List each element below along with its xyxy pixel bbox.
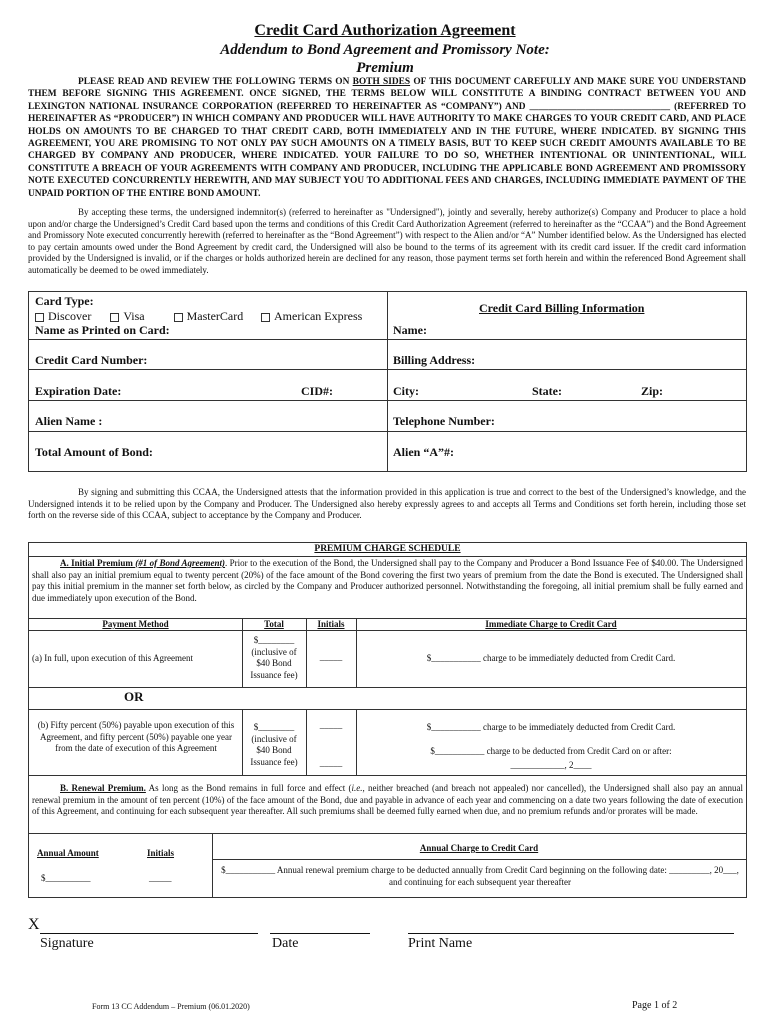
telephone-label: Telephone Number: — [393, 414, 495, 428]
signature-line[interactable] — [40, 933, 258, 934]
row-a-initials[interactable]: _____ — [319, 652, 343, 662]
card-form — [28, 291, 747, 472]
date-line[interactable] — [270, 933, 370, 934]
col-annual-amount: Annual Amount — [37, 848, 99, 858]
col-annual-charge: Annual Charge to Credit Card — [419, 843, 539, 853]
document-title: Credit Card Authorization Agreement — [254, 22, 516, 39]
name-on-card-label: Name as Printed on Card: — [35, 323, 170, 337]
row-b-charge-2: $___________ charge to be deducted from Credit Card on or after: — [430, 746, 672, 756]
state-label: State: — [532, 384, 562, 398]
document-subtitle — [0, 41, 770, 77]
total-bond-label: Total Amount of Bond: — [35, 445, 153, 459]
row-a-total: $________ (inclusive of $40 Bond Issuance fee) — [250, 635, 298, 680]
visa-checkbox[interactable] — [110, 313, 119, 322]
zip-label: Zip: — [641, 384, 664, 398]
alien-a-label: Alien “A”#: — [393, 445, 454, 459]
annual-charge-text: $___________ Annual renewal premium charge to be deducted annually from Credit Card beginning on the following date: _________, 20___, and continuing for each subsequent year thereafter — [221, 865, 739, 887]
subtitle-line-1: Addendum to Bond Agreement and Promissory Note: — [220, 42, 550, 58]
row-b-total: $________ (inclusive of $40 Bond Issuance fee) — [250, 722, 298, 767]
row-a-charge: $___________ charge to be immediately deducted from Credit Card. — [426, 653, 676, 663]
signature-x-mark: X — [28, 916, 40, 933]
premium-schedule — [28, 542, 747, 898]
date-label: Date — [272, 936, 299, 951]
city-label: City: — [393, 384, 419, 398]
renewal-premium-text: B. Renewal Premium. As long as the Bond remains in full force and effect (i.e., neither breached (and breach not appealed) nor cancelled), the Undersigned shall also pay an annual renewal premium in the amount of ten percent (10%) of the face amount of the Bond, due and payable in advance of each year and commencing on a date two years following the date of execution of this Agreement, and continuing for each subsequent year thereafter. All such premiums shall be deemed fully earned when due, and no premium refunds and/or prorates will be made. — [32, 783, 744, 816]
alien-name-label: Alien Name : — [35, 414, 103, 428]
both-sides-text: BOTH SIDES — [352, 77, 411, 87]
col-annual-initials: Initials — [147, 848, 175, 858]
visa-option[interactable]: Visa — [110, 309, 144, 323]
row-a-method: (a) In full, upon execution of this Agreement — [32, 653, 193, 663]
initial-premium-text: A. Initial Premium (#1 of Bond Agreement). Prior to the execution of the Bond, the Undersigned shall pay to the Company and Producer a Bond Issuance Fee of $40.00. The Undersigned shall also pay an initial premium equal to twenty percent (20%) of the face amount of the Bond covering the first two years of premium from the date the Bond is executed. The Undersigned shall pay this initial premium in the manner set forth below, as circled by the Company and Producer authorized personnel. Notwithstanding the foregoing, all initial premium shall be fully earned and due immediately upon execution of the Bond. — [32, 558, 743, 603]
page-number: Page 1 of 2 — [632, 1000, 678, 1011]
col-immediate-charge: Immediate Charge to Credit Card — [485, 619, 617, 629]
form-id: Form 13 CC Addendum – Premium (06.01.2020) — [92, 1002, 250, 1011]
row-b-date: ____________, 2____ — [510, 760, 592, 770]
col-payment-method: Payment Method — [102, 619, 169, 629]
row-b-initials-1[interactable]: _____ — [319, 720, 343, 730]
schedule-header: PREMIUM CHARGE SCHEDULE — [314, 544, 461, 554]
mastercard-checkbox[interactable] — [174, 313, 183, 322]
card-type-label: Card Type: — [35, 294, 94, 308]
discover-option[interactable]: Discover — [35, 309, 91, 323]
or-separator: OR — [124, 689, 144, 704]
col-total: Total — [264, 619, 284, 629]
billing-address-label: Billing Address: — [393, 353, 476, 367]
intro-paragraph: By accepting these terms, the undersigned indemnitor(s) (referred to hereinafter as "Undersigned"), jointly and severally, hereby authorize(s) Company and Producer to place a hold upon and/or charge the Undersigned’s Credit Card based upon the terms and conditions of this Credit Card Authorization Agreement (referred to hereinafter as the “CCAA”) and the Bond Agreement and Promissory Note executed concurrently herewith (referred to hereinafter as the “Bond Agreement”) with respect to the Alien and/or “A” Number identified below. As the Undersigned has elected to pay certain amounts owed under the Bond Agreement by credit card, the Undersigned will also be bound to the terms of its agreement with its credit card issuer. If the credit card information provided by the Undersigned is invalid, or if the charges or holds authorized herein are declined for any reason, those payment terms set forth herein and within the referenced Bond Agreement shall automatically be deemed to be owed immediately. — [28, 207, 746, 275]
cid-label: CID#: — [301, 384, 333, 398]
row-b-initials-2[interactable]: _____ — [319, 758, 343, 768]
billing-header: Credit Card Billing Information — [479, 301, 645, 315]
col-initials: Initials — [317, 619, 345, 629]
subtitle-line-2: Premium — [356, 60, 414, 76]
attest-paragraph: By signing and submitting this CCAA, the Undersigned attests that the information provided in this application is true and correct to the best of the Undersigned’s knowledge, and the Undersigned intends it to be relied upon by the Company and Producer. The Undersigned also hereby expressly agrees to and accepts all Terms and Conditions set forth herein, including those set forth on the reverse side of this CCAA, subject to acceptance by the Company and Producer. — [28, 487, 746, 521]
print-name-line[interactable] — [408, 933, 734, 934]
signature-label: Signature — [40, 936, 94, 951]
discover-checkbox[interactable] — [35, 313, 44, 322]
mastercard-option[interactable]: MasterCard — [174, 309, 244, 323]
billing-name-label: Name: — [393, 323, 427, 337]
warning-paragraph: PLEASE READ AND REVIEW THE FOLLOWING TERMS ON BOTH SIDES OF THIS DOCUMENT CAREFULLY AND MAKE SURE YOU UNDERSTAND THEM BEFORE SIGNING THIS AGREEMENT. ONCE SIGNED, THE TERMS BELOW WILL CONSTITUTE A BINDING CONTRACT BETWEEN YOU AND LEXINGTON NATIONAL INSURANCE CORPORATION (REFERRED TO HEREINAFTER AS “COMPANY”) AND ______________________________ (REFERRED TO HEREINAFTER AS “PRODUCER”) IN WHICH COMPANY AND PRODUCER WILL HAVE AUTHORITY TO MAKE CHARGES TO YOUR CREDIT CARD, AND PLACE HOLDS ON AMOUNTS TO BE CHARGED TO THAT CREDIT CARD, BOTH IMMEDIATELY AND IN THE FUTURE, WHERE INDICATED. BY SIGNING THIS AGREEMENT, YOU ARE PROMISING TO NOT ONLY PAY SUCH AMOUNTS ON A TIMELY BASIS, BUT TO KEEP SUCH CREDIT AMOUNTS AVAILABLE TO BE CHARGED BY COMPANY AND PRODUCER, WHERE INDICATED. YOUR FAILURE TO DO SO, WHETHER INTENTIONAL OR UNINTENTIONAL, WILL CONSTITUTE A BREACH OF YOUR AGREEMENTS WITH COMPANY AND PRODUCER, INCLUDING THE APPLICABLE BOND AGREEMENT AND PROMISSORY NOTE EXECUTED CONCURRENTLY HEREWITH, AND MAY SUBJECT YOU TO ADDITIONAL FEES AND CHARGES, INCLUDING IMMEDIATE PAYMENT OF THE UNPAID PORTION OF THE ENTIRE BOND AMOUNT. — [28, 77, 746, 199]
print-name-label: Print Name — [408, 936, 473, 951]
row-b-charge-1: $___________ charge to be immediately deducted from Credit Card. — [426, 722, 676, 732]
annual-amount-blank[interactable]: $__________ — [41, 873, 91, 883]
row-b-method: (b) Fifty percent (50%) payable upon execution of this Agreement, and fifty percent (50%) payable one year from the date of execution of this Agreement — [37, 720, 235, 753]
annual-initials-blank[interactable]: _____ — [149, 873, 172, 883]
amex-checkbox[interactable] — [261, 313, 270, 322]
card-number-label: Credit Card Number: — [35, 353, 148, 367]
amex-option[interactable]: American Express — [261, 309, 362, 324]
expiration-label: Expiration Date: — [35, 384, 122, 398]
